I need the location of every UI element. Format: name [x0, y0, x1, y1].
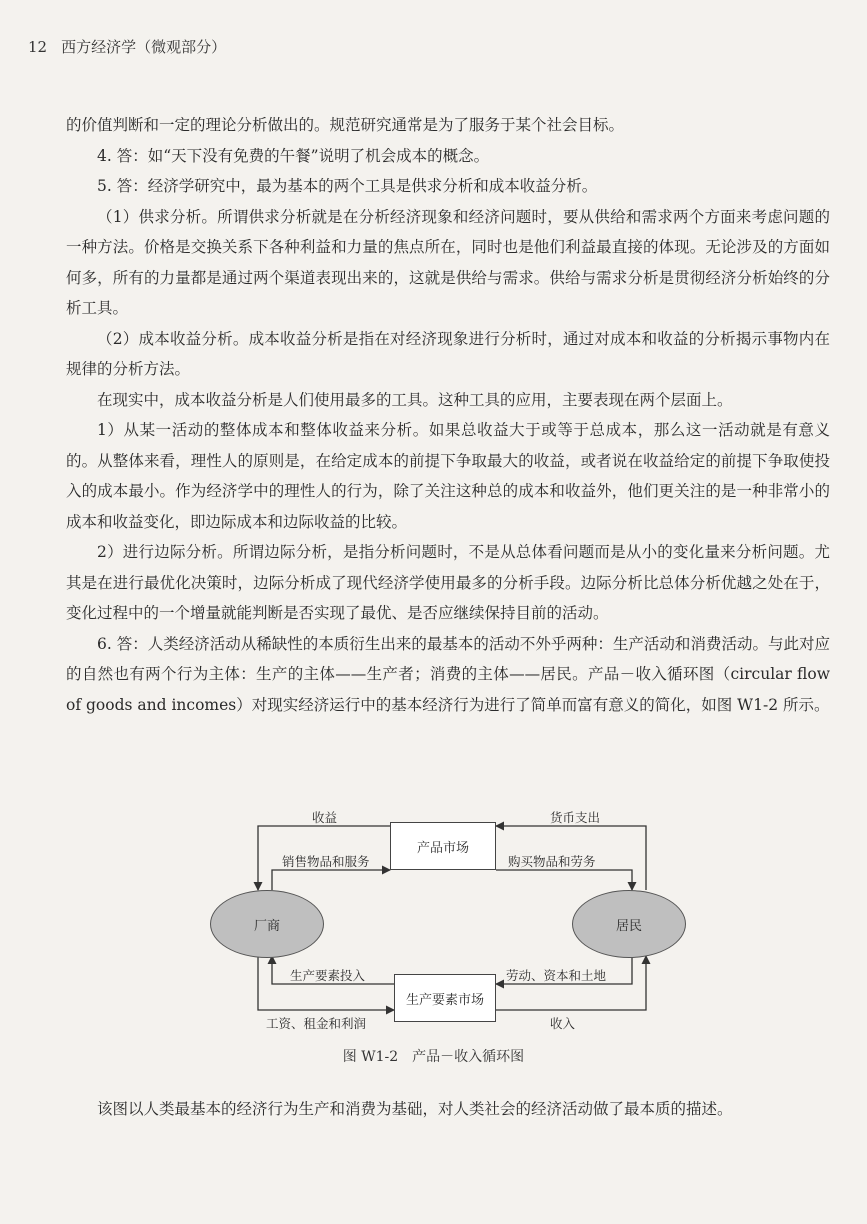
paragraph: 5. 答：经济学研究中，最为基本的两个工具是供求分析和成本收益分析。 — [97, 177, 598, 195]
firm-oval: 厂商 — [210, 890, 324, 958]
paragraph: 1）从某一活动的整体成本和整体收益来分析。如果总收益大于或等于总成本，那么这一活动就是有意义的。从整体来看，理性人的原则是，在给定成本的前提下争取最大的收益，或者说在收益给定的前提下争取使投入的成本最小。作为经济学中的理性人的行为，除了关注这种总的成本和收益外，他们更关注的是一种非常小的成本和收益变化，即边际成本和边际收益的比较。 — [66, 421, 830, 531]
label-factor-input: 生产要素投入 — [290, 968, 366, 983]
body-text — [66, 110, 830, 720]
label-wages: 工资、租金和利润 — [266, 1016, 367, 1031]
factor-market-box: 生产要素市场 — [394, 974, 496, 1022]
paragraph: （2）成本收益分析。成本收益分析是指在对经济现象进行分析时，通过对成本和收益的分析揭示事物内在规律的分析方法。 — [66, 329, 830, 378]
label-spending: 货币支出 — [550, 810, 601, 825]
page-header — [28, 36, 226, 57]
household-oval: 居民 — [572, 890, 686, 958]
paragraph: 6. 答：人类经济活动从稀缺性的本质衍生出来的最基本的活动不外乎两种：生产活动和消费活动。与此对应的自然也有两个行为主体：生产的主体——生产者；消费的主体——居民。产品－收入循环图（circular flow of goods and incomes）对现实经济运行中的基本经济行为进行了简单而富有意义的简化，如图 W1-2 所示。 — [66, 634, 830, 714]
paragraph: 在现实中，成本收益分析是人们使用最多的工具。这种工具的应用，主要表现在两个层面上。 — [97, 390, 733, 409]
label-sell-goods: 销售物品和服务 — [282, 854, 370, 869]
page-number: 12 — [28, 38, 48, 56]
circular-flow-diagram — [196, 808, 676, 1040]
label-revenue: 收益 — [312, 810, 338, 825]
closing-paragraph: 该图以人类最基本的经济行为生产和消费为基础，对人类社会的经济活动做了最本质的描述。 — [97, 1100, 733, 1118]
book-title: 西方经济学（微观部分） — [61, 38, 227, 56]
paragraph: 4. 答：如“天下没有免费的午餐”说明了机会成本的概念。 — [97, 146, 490, 165]
product-market-box: 产品市场 — [390, 822, 496, 870]
label-buy-goods: 购买物品和劳务 — [508, 854, 596, 869]
paragraph: （1）供求分析。所谓供求分析就是在分析经济现象和经济问题时，要从供给和需求两个方面来考虑问题的一种方法。价格是交换关系下各种利益和力量的焦点所在，同时也是他们利益最直接的体现。无论涉及的方面如何多，所有的力量都是通过两个渠道表现出来的，这就是供给与需求。供给与需求分析是贯彻经济分析始终的分析工具。 — [66, 207, 830, 317]
paragraph: 2）进行边际分析。所谓边际分析，是指分析问题时，不是从总体看问题而是从小的变化量来分析问题。尤其是在进行最优化决策时，边际分析成了现代经济学使用最多的分析手段。边际分析比总体分析优越之处在于，变化过程中的一个增量就能判断是否实现了最优、是否应继续保持目前的活动。 — [66, 543, 830, 622]
closing-text — [66, 1094, 830, 1125]
paragraph: 的价值判断和一定的理论分析做出的。规范研究通常是为了服务于某个社会目标。 — [66, 116, 625, 134]
label-income: 收入 — [550, 1016, 576, 1031]
label-labor: 劳动、资本和土地 — [506, 968, 607, 983]
arrow-buy-goods — [496, 870, 632, 890]
arrow-sell-goods — [272, 870, 390, 890]
figure-caption: 图 W1-2 产品－收入循环图 — [342, 1049, 525, 1065]
